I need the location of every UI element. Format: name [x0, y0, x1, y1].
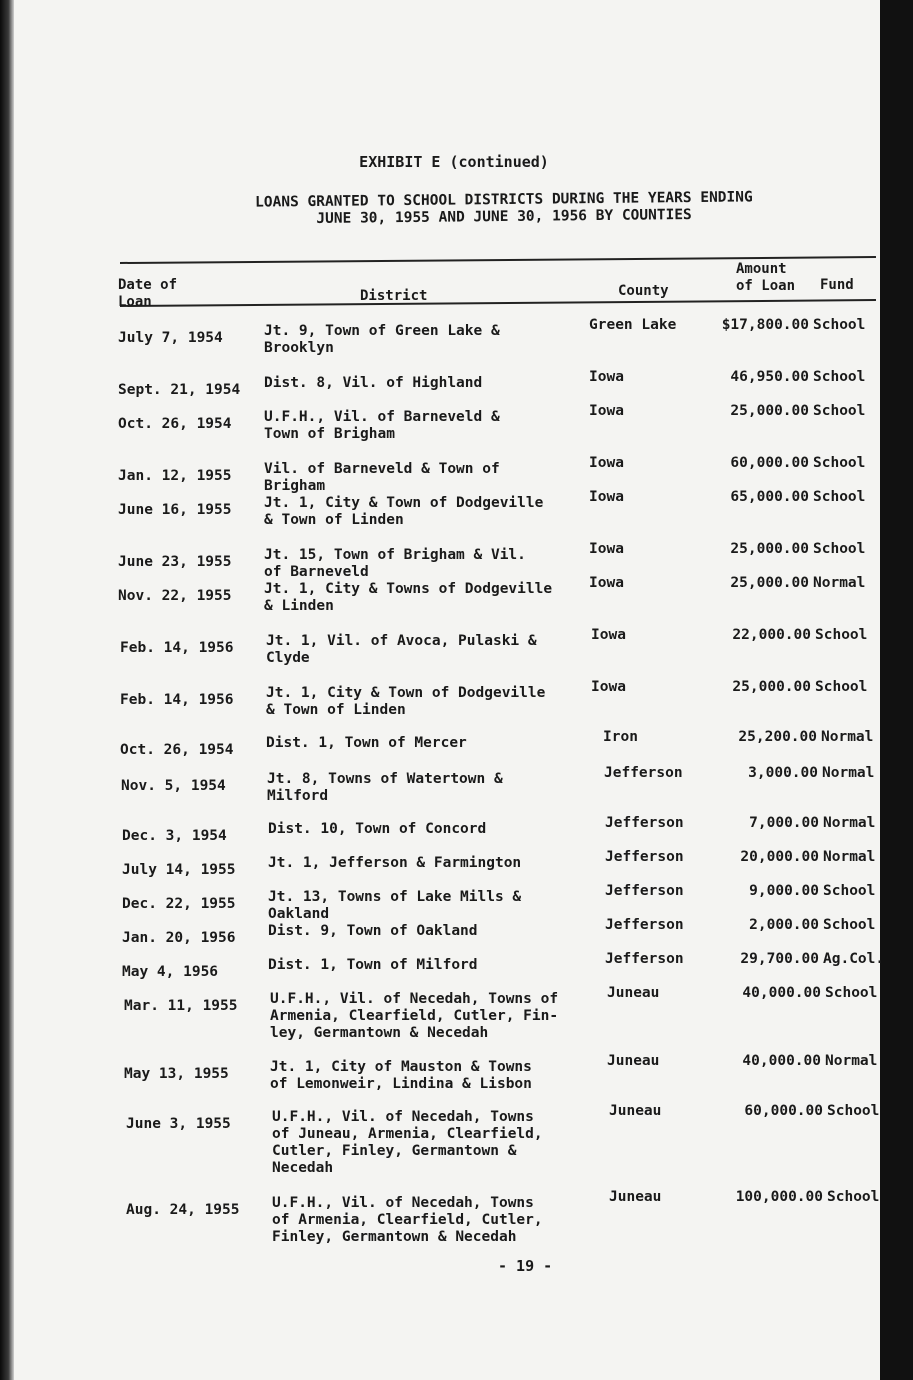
loan-fund: School [827, 1189, 880, 1205]
district-name: Vil. of Barneveld & Town of Brigham [264, 461, 500, 494]
county-name: Iowa [591, 679, 626, 695]
loan-fund: School [827, 1103, 880, 1119]
county-name: Jefferson [605, 917, 684, 933]
district-name: U.F.H., Vil. of Necedah, Towns of Armenia, Clearfield, Cutler, Fin- ley, Germantown & Necedah [270, 991, 559, 1041]
loan-amount: 20,000.00 [740, 849, 819, 865]
loan-date: Dec. 22, 1955 [122, 896, 236, 912]
district-name: Jt. 9, Town of Green Lake & Brooklyn [264, 323, 500, 356]
loan-date: Feb. 14, 1956 [120, 640, 234, 656]
column-header-district: District [360, 288, 428, 304]
loan-amount: 25,000.00 [730, 575, 809, 591]
county-name: Iowa [589, 369, 624, 385]
county-name: Iowa [589, 455, 624, 471]
district-name: Jt. 15, Town of Brigham & Vil. of Barneveld [264, 547, 526, 580]
loan-fund: School [813, 455, 866, 471]
loan-fund: School [823, 917, 876, 933]
district-name: Jt. 1, City & Town of Dodgeville & Town of Linden [264, 495, 544, 528]
loan-date: July 14, 1955 [122, 862, 236, 878]
loan-amount: $17,800.00 [721, 317, 809, 333]
loan-amount: 25,000.00 [732, 679, 811, 695]
loan-fund: Ag.Col. [823, 951, 885, 967]
district-name: Dist. 9, Town of Oakland [268, 923, 478, 939]
county-name: Iowa [589, 575, 624, 591]
loan-fund: School [823, 883, 876, 899]
county-name: Juneau [609, 1189, 662, 1205]
loan-fund: Normal [823, 815, 876, 831]
loan-date: July 7, 1954 [118, 330, 223, 346]
loan-date: June 16, 1955 [118, 502, 232, 518]
loan-fund: Normal [825, 1053, 878, 1069]
district-name: Jt. 1, Jefferson & Farmington [268, 855, 522, 871]
loan-date: Sept. 21, 1954 [118, 382, 241, 398]
county-name: Juneau [607, 1053, 660, 1069]
loan-amount: 9,000.00 [749, 883, 819, 899]
loan-amount: 25,000.00 [730, 403, 809, 419]
loan-amount: 7,000.00 [749, 815, 819, 831]
county-name: Iowa [591, 627, 626, 643]
loan-date: Dec. 3, 1954 [122, 828, 227, 844]
document-page [14, 0, 885, 1380]
county-name: Jefferson [605, 883, 684, 899]
loan-date: Oct. 26, 1954 [118, 416, 232, 432]
loan-fund: Normal [821, 729, 874, 745]
loan-date: Nov. 5, 1954 [121, 778, 226, 794]
county-name: Green Lake [589, 317, 677, 333]
loan-amount: 3,000.00 [748, 765, 818, 781]
loan-fund: Normal [813, 575, 866, 591]
loan-fund: School [825, 985, 878, 1001]
loan-fund: School [815, 627, 868, 643]
loan-amount: 60,000.00 [744, 1103, 823, 1119]
district-name: Jt. 13, Towns of Lake Mills & Oakland [268, 889, 522, 922]
loan-amount: 25,000.00 [730, 541, 809, 557]
county-name: Iowa [589, 541, 624, 557]
loan-amount: 40,000.00 [742, 985, 821, 1001]
book-binding [0, 0, 14, 1380]
loan-date: May 13, 1955 [124, 1066, 229, 1082]
exhibit-header [14, 152, 880, 171]
loan-date: Nov. 22, 1955 [118, 588, 232, 604]
loan-amount: 46,950.00 [730, 369, 809, 385]
county-name: Jefferson [604, 765, 683, 781]
loan-fund: School [813, 317, 866, 333]
district-name: Dist. 8, Vil. of Highland [264, 375, 483, 391]
county-name: Iron [603, 729, 638, 745]
district-name: Dist. 10, Town of Concord [268, 821, 487, 837]
loan-amount: 29,700.00 [740, 951, 819, 967]
title-line-2: JUNE 30, 1955 AND JUNE 30, 1956 BY COUNTIES [316, 207, 692, 227]
county-name: Juneau [609, 1103, 662, 1119]
title-line-1: LOANS GRANTED TO SCHOOL DISTRICTS DURING THE YEARS ENDING [255, 189, 753, 211]
loan-amount: 100,000.00 [735, 1189, 823, 1205]
loan-amount: 2,000.00 [749, 917, 819, 933]
county-name: Jefferson [605, 849, 684, 865]
loan-date: May 4, 1956 [122, 964, 219, 980]
county-name: Jefferson [605, 815, 684, 831]
loan-fund: School [813, 403, 866, 419]
district-name: Jt. 1, Vil. of Avoca, Pulaski & Clyde [266, 633, 537, 666]
county-name: Iowa [589, 489, 624, 505]
county-name: Jefferson [605, 951, 684, 967]
loan-date: Jan. 12, 1955 [118, 468, 232, 484]
county-name: Juneau [607, 985, 660, 1001]
district-name: Dist. 1, Town of Mercer [266, 735, 467, 751]
district-name: U.F.H., Vil. of Necedah, Towns of Juneau, Armenia, Clearfield, Cutler, Finley, Germantown & Necedah [272, 1109, 543, 1176]
district-name: Jt. 1, City & Towns of Dodgeville & Linden [264, 581, 553, 614]
district-name: U.F.H., Vil. of Necedah, Towns of Armenia, Clearfield, Cutler, Finley, Germantown & Necedah [272, 1195, 543, 1245]
loan-amount: 40,000.00 [742, 1053, 821, 1069]
column-header-county: County [618, 283, 669, 299]
loan-date: Oct. 26, 1954 [120, 742, 234, 758]
loan-date: June 23, 1955 [118, 554, 232, 570]
district-name: Jt. 1, City of Mauston & Towns of Lemonweir, Lindina & Lisbon [270, 1059, 532, 1092]
loan-fund: School [813, 369, 866, 385]
loan-amount: 22,000.00 [732, 627, 811, 643]
header-bottom-rule [120, 299, 876, 307]
loan-amount: 60,000.00 [730, 455, 809, 471]
loan-fund: School [813, 541, 866, 557]
district-name: U.F.H., Vil. of Barneveld & Town of Brigham [264, 409, 500, 442]
loan-date: June 3, 1955 [126, 1116, 231, 1132]
loan-fund: Normal [823, 849, 876, 865]
loan-date: Jan. 20, 1956 [122, 930, 236, 946]
column-header-fund: Fund [820, 277, 854, 293]
table-title [224, 189, 784, 229]
column-header-date: Date of Loan [118, 277, 178, 310]
county-name: Iowa [589, 403, 624, 419]
exhibit-label: EXHIBIT E (continued) [359, 153, 549, 171]
loan-fund: School [813, 489, 866, 505]
loan-date: Mar. 11, 1955 [124, 998, 238, 1014]
loan-amount: 25,200.00 [738, 729, 817, 745]
district-name: Dist. 1, Town of Milford [268, 957, 478, 973]
loan-amount: 65,000.00 [730, 489, 809, 505]
loan-fund: School [815, 679, 868, 695]
district-name: Jt. 1, City & Town of Dodgeville & Town of Linden [266, 685, 546, 718]
loan-date: Aug. 24, 1955 [126, 1202, 240, 1218]
column-header-amount: Amount of Loan [736, 261, 796, 294]
loan-fund: Normal [822, 765, 875, 781]
district-name: Jt. 8, Towns of Watertown & Milford [267, 771, 503, 804]
page-number: - 19 - [498, 1257, 553, 1275]
loan-date: Feb. 14, 1956 [120, 692, 234, 708]
